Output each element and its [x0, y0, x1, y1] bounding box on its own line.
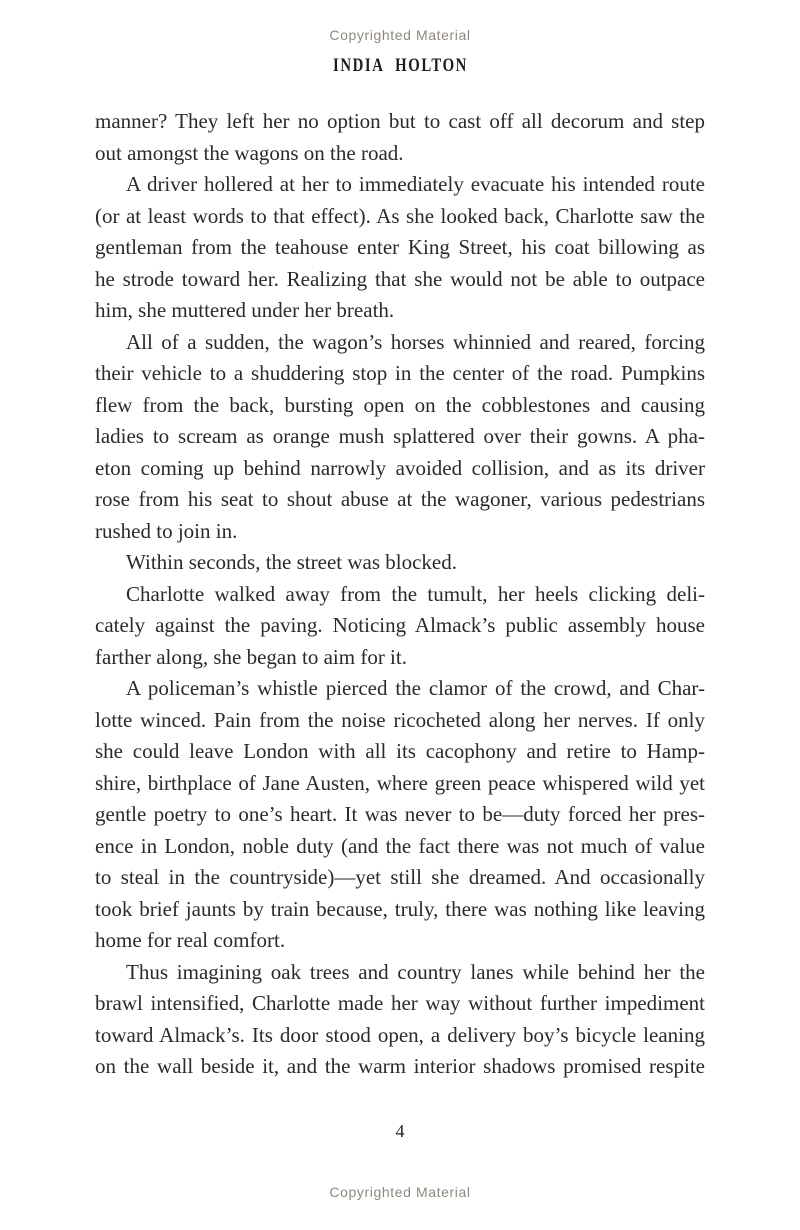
running-header-author: INDIA HOLTON — [332, 55, 468, 76]
text-line: Charlotte walked away from the tumult, her heels clicking deli- — [126, 581, 705, 606]
text-line: on the wall beside it, and the warm interior shadows promised respite — [95, 1054, 705, 1078]
text-line: brawl intensified, Charlotte made her way without further impediment — [95, 991, 705, 1015]
text-line: him, she muttered under her breath. — [95, 298, 395, 322]
text-line: gentle poetry to one’s heart. It was never to be—duty forced her pres- — [95, 802, 705, 826]
body-text — [95, 106, 705, 1083]
text-line: toward Almack’s. Its door stood open, a delivery boy’s bicycle leaning — [95, 1022, 705, 1047]
text-line: ladies to scream as orange mush splattered over their gowns. A pha- — [95, 424, 705, 448]
text-line: (or at least words to that effect). As she looked back, Charlotte saw the — [95, 203, 705, 228]
text-line: eton coming up behind narrowly avoided collision, and as its driver — [95, 455, 705, 480]
text-line: he strode toward her. Realizing that she would not be able to outpace — [95, 266, 705, 291]
text-line: shire, birthplace of Jane Austen, where green peace whispered wild yet — [95, 770, 705, 795]
text-line: their vehicle to a shuddering stop in the center of the road. Pumpkins — [95, 361, 705, 385]
copyright-notice-top: Copyrighted Material — [329, 27, 471, 43]
page-number: 4 — [395, 1121, 405, 1141]
text-line: manner? They left her no option but to cast off all decorum and step — [95, 109, 705, 133]
text-line: ence in London, noble duty (and the fact there was not much of value — [95, 833, 705, 858]
text-line: gentleman from the teahouse enter King Street, his coat billowing as — [95, 235, 705, 259]
text-line: out amongst the wagons on the road. — [95, 140, 404, 165]
text-line: home for real comfort. — [95, 928, 286, 952]
text-line: flew from the back, bursting open on the cobblestones and causing — [95, 392, 705, 417]
text-line: rushed to join in. — [95, 518, 238, 543]
text-line: Within seconds, the street was blocked. — [126, 550, 457, 574]
text-line: A driver hollered at her to immediately evacuate his intended route — [126, 172, 705, 196]
text-line: Thus imagining oak trees and country lanes while behind her the — [126, 959, 705, 984]
text-line: farther along, she began to aim for it. — [95, 644, 407, 669]
text-line: she could leave London with all its cacophony and retire to Hamp- — [95, 739, 705, 763]
text-line: A policeman’s whistle pierced the clamor of the crowd, and Char- — [126, 676, 705, 700]
text-line: rose from his seat to shout abuse at the wagoner, various pedestrians — [95, 487, 705, 511]
text-line: to steal in the countryside)—yet still she dreamed. And occasionally — [95, 865, 705, 889]
copyright-notice-bottom: Copyrighted Material — [329, 1184, 471, 1200]
running-header — [0, 55, 800, 77]
text-line: lotte winced. Pain from the noise ricocheted along her nerves. If only — [95, 707, 705, 732]
text-line: took brief jaunts by train because, truly, there was nothing like leaving — [95, 896, 705, 921]
text-line: All of a sudden, the wagon’s horses whinnied and reared, forcing — [126, 329, 705, 354]
text-line: cately against the paving. Noticing Almack’s public assembly house — [95, 613, 705, 637]
